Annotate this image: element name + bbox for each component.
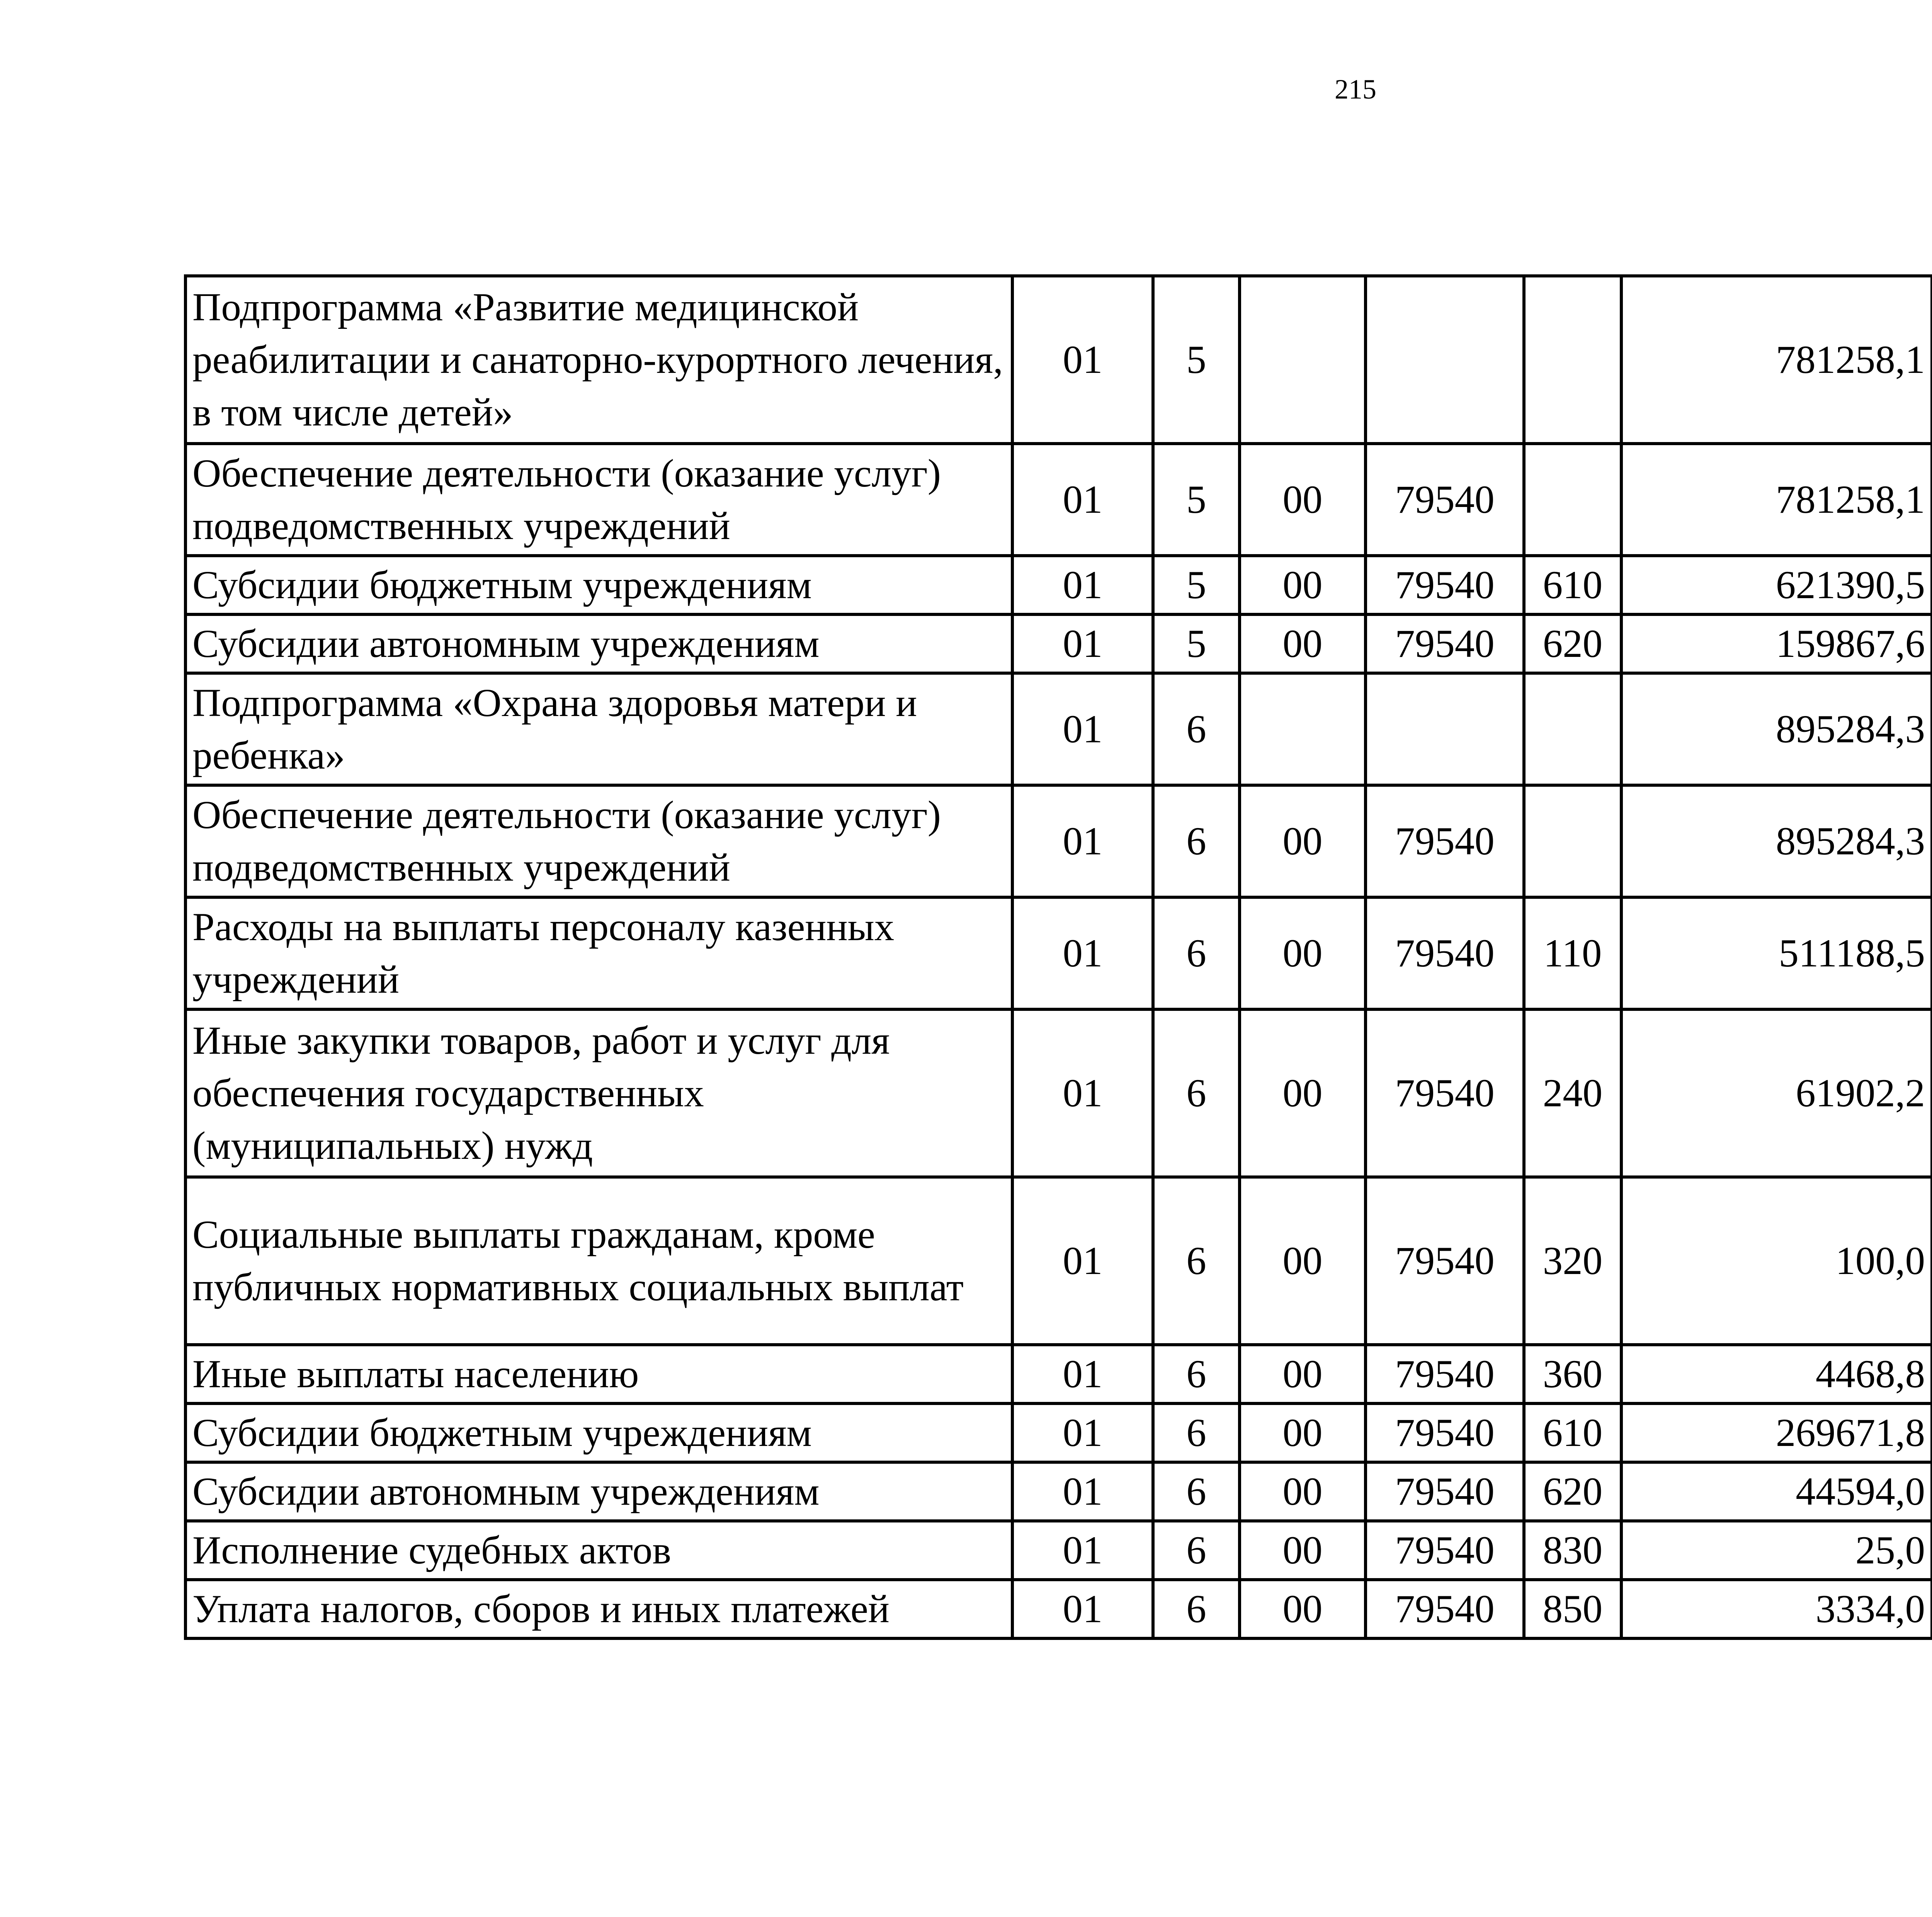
subsection-code-cell: 6 (1153, 1580, 1240, 1638)
amount-1-cell: 895284,3 (1621, 785, 1932, 897)
program-code-cell: 00 (1240, 1177, 1366, 1345)
item-name-cell: Подпрограмма «Развитие медицинской реабилитации и санаторно-курортного лечения, в том числе детей» (185, 276, 1012, 444)
target-article-cell: 79540 (1366, 1580, 1524, 1638)
table-row (185, 614, 1932, 673)
target-article-cell: 79540 (1366, 1403, 1524, 1462)
section-code-cell: 01 (1012, 276, 1153, 444)
item-name-cell: Расходы на выплаты персоналу казенных учреждений (185, 897, 1012, 1009)
table-row (185, 1403, 1932, 1462)
target-article-cell (1366, 673, 1524, 785)
target-article-cell: 79540 (1366, 1177, 1524, 1345)
section-code-cell: 01 (1012, 673, 1153, 785)
expense-type-cell: 110 (1524, 897, 1621, 1009)
item-name-cell: Обеспечение деятельности (оказание услуг) подведомственных учреждений (185, 785, 1012, 897)
section-code-cell: 01 (1012, 1462, 1153, 1521)
expense-type-cell (1524, 785, 1621, 897)
item-name-cell: Иные закупки товаров, работ и услуг для обеспечения государственных (муниципальных) нужд (185, 1009, 1012, 1177)
budget-table (184, 274, 1932, 1640)
program-code-cell: 00 (1240, 1521, 1366, 1580)
subsection-code-cell: 5 (1153, 556, 1240, 614)
program-code-cell: 00 (1240, 1403, 1366, 1462)
expense-type-cell: 360 (1524, 1345, 1621, 1403)
expense-type-cell (1524, 444, 1621, 556)
section-code-cell: 01 (1012, 785, 1153, 897)
expense-type-cell (1524, 276, 1621, 444)
item-name-cell: Субсидии бюджетным учреждениям (185, 1403, 1012, 1462)
expense-type-cell: 610 (1524, 1403, 1621, 1462)
subsection-code-cell: 6 (1153, 1009, 1240, 1177)
target-article-cell: 79540 (1366, 444, 1524, 556)
table-row (185, 444, 1932, 556)
item-name-cell: Иные выплаты населению (185, 1345, 1012, 1403)
expense-type-cell: 830 (1524, 1521, 1621, 1580)
program-code-cell: 00 (1240, 556, 1366, 614)
expense-type-cell: 620 (1524, 614, 1621, 673)
table-row (185, 1345, 1932, 1403)
amount-1-cell: 44594,0 (1621, 1462, 1932, 1521)
table-row (185, 1521, 1932, 1580)
amount-1-cell: 511188,5 (1621, 897, 1932, 1009)
target-article-cell: 79540 (1366, 1009, 1524, 1177)
section-code-cell: 01 (1012, 556, 1153, 614)
table-row (185, 556, 1932, 614)
amount-1-cell: 159867,6 (1621, 614, 1932, 673)
amount-1-cell: 781258,1 (1621, 276, 1932, 444)
expense-type-cell: 620 (1524, 1462, 1621, 1521)
program-code-cell: 00 (1240, 1462, 1366, 1521)
table-row (185, 897, 1932, 1009)
section-code-cell: 01 (1012, 897, 1153, 1009)
subsection-code-cell: 5 (1153, 614, 1240, 673)
subsection-code-cell: 6 (1153, 1403, 1240, 1462)
item-name-cell: Подпрограмма «Охрана здоровья матери и ребенка» (185, 673, 1012, 785)
target-article-cell: 79540 (1366, 1521, 1524, 1580)
target-article-cell: 79540 (1366, 614, 1524, 673)
target-article-cell: 79540 (1366, 1345, 1524, 1403)
item-name-cell: Исполнение судебных актов (185, 1521, 1012, 1580)
program-code-cell: 00 (1240, 897, 1366, 1009)
program-code-cell: 00 (1240, 785, 1366, 897)
subsection-code-cell: 6 (1153, 1177, 1240, 1345)
table-row (185, 1580, 1932, 1638)
subsection-code-cell: 5 (1153, 444, 1240, 556)
amount-1-cell: 3334,0 (1621, 1580, 1932, 1638)
amount-1-cell: 4468,8 (1621, 1345, 1932, 1403)
page-number: 215 (1335, 74, 1376, 105)
section-code-cell: 01 (1012, 1403, 1153, 1462)
expense-type-cell: 610 (1524, 556, 1621, 614)
table-row (185, 1462, 1932, 1521)
amount-1-cell: 621390,5 (1621, 556, 1932, 614)
table-row (185, 1009, 1932, 1177)
amount-1-cell: 61902,2 (1621, 1009, 1932, 1177)
section-code-cell: 01 (1012, 614, 1153, 673)
target-article-cell: 79540 (1366, 1462, 1524, 1521)
table-row (185, 276, 1932, 444)
item-name-cell: Субсидии автономным учреждениям (185, 1462, 1012, 1521)
program-code-cell: 00 (1240, 1580, 1366, 1638)
amount-1-cell: 895284,3 (1621, 673, 1932, 785)
section-code-cell: 01 (1012, 444, 1153, 556)
expense-type-cell: 240 (1524, 1009, 1621, 1177)
program-code-cell: 00 (1240, 444, 1366, 556)
subsection-code-cell: 6 (1153, 673, 1240, 785)
target-article-cell: 79540 (1366, 785, 1524, 897)
section-code-cell: 01 (1012, 1009, 1153, 1177)
section-code-cell: 01 (1012, 1521, 1153, 1580)
subsection-code-cell: 5 (1153, 276, 1240, 444)
table-row (185, 1177, 1932, 1345)
amount-1-cell: 25,0 (1621, 1521, 1932, 1580)
table-row (185, 673, 1932, 785)
amount-1-cell: 781258,1 (1621, 444, 1932, 556)
item-name-cell: Субсидии автономным учреждениям (185, 614, 1012, 673)
item-name-cell: Социальные выплаты гражданам, кроме публичных нормативных социальных выплат (185, 1177, 1012, 1345)
section-code-cell: 01 (1012, 1177, 1153, 1345)
program-code-cell: 00 (1240, 1345, 1366, 1403)
subsection-code-cell: 6 (1153, 1462, 1240, 1521)
amount-1-cell: 100,0 (1621, 1177, 1932, 1345)
program-code-cell (1240, 276, 1366, 444)
subsection-code-cell: 6 (1153, 785, 1240, 897)
expense-type-cell (1524, 673, 1621, 785)
expense-type-cell: 320 (1524, 1177, 1621, 1345)
table-row (185, 785, 1932, 897)
target-article-cell (1366, 276, 1524, 444)
expense-type-cell: 850 (1524, 1580, 1621, 1638)
item-name-cell: Обеспечение деятельности (оказание услуг) подведомственных учреждений (185, 444, 1012, 556)
program-code-cell: 00 (1240, 614, 1366, 673)
section-code-cell: 01 (1012, 1580, 1153, 1638)
item-name-cell: Субсидии бюджетным учреждениям (185, 556, 1012, 614)
program-code-cell (1240, 673, 1366, 785)
target-article-cell: 79540 (1366, 897, 1524, 1009)
section-code-cell: 01 (1012, 1345, 1153, 1403)
table-body (185, 276, 1932, 1638)
amount-1-cell: 269671,8 (1621, 1403, 1932, 1462)
subsection-code-cell: 6 (1153, 1521, 1240, 1580)
item-name-cell: Уплата налогов, сборов и иных платежей (185, 1580, 1012, 1638)
subsection-code-cell: 6 (1153, 1345, 1240, 1403)
program-code-cell: 00 (1240, 1009, 1366, 1177)
target-article-cell: 79540 (1366, 556, 1524, 614)
subsection-code-cell: 6 (1153, 897, 1240, 1009)
